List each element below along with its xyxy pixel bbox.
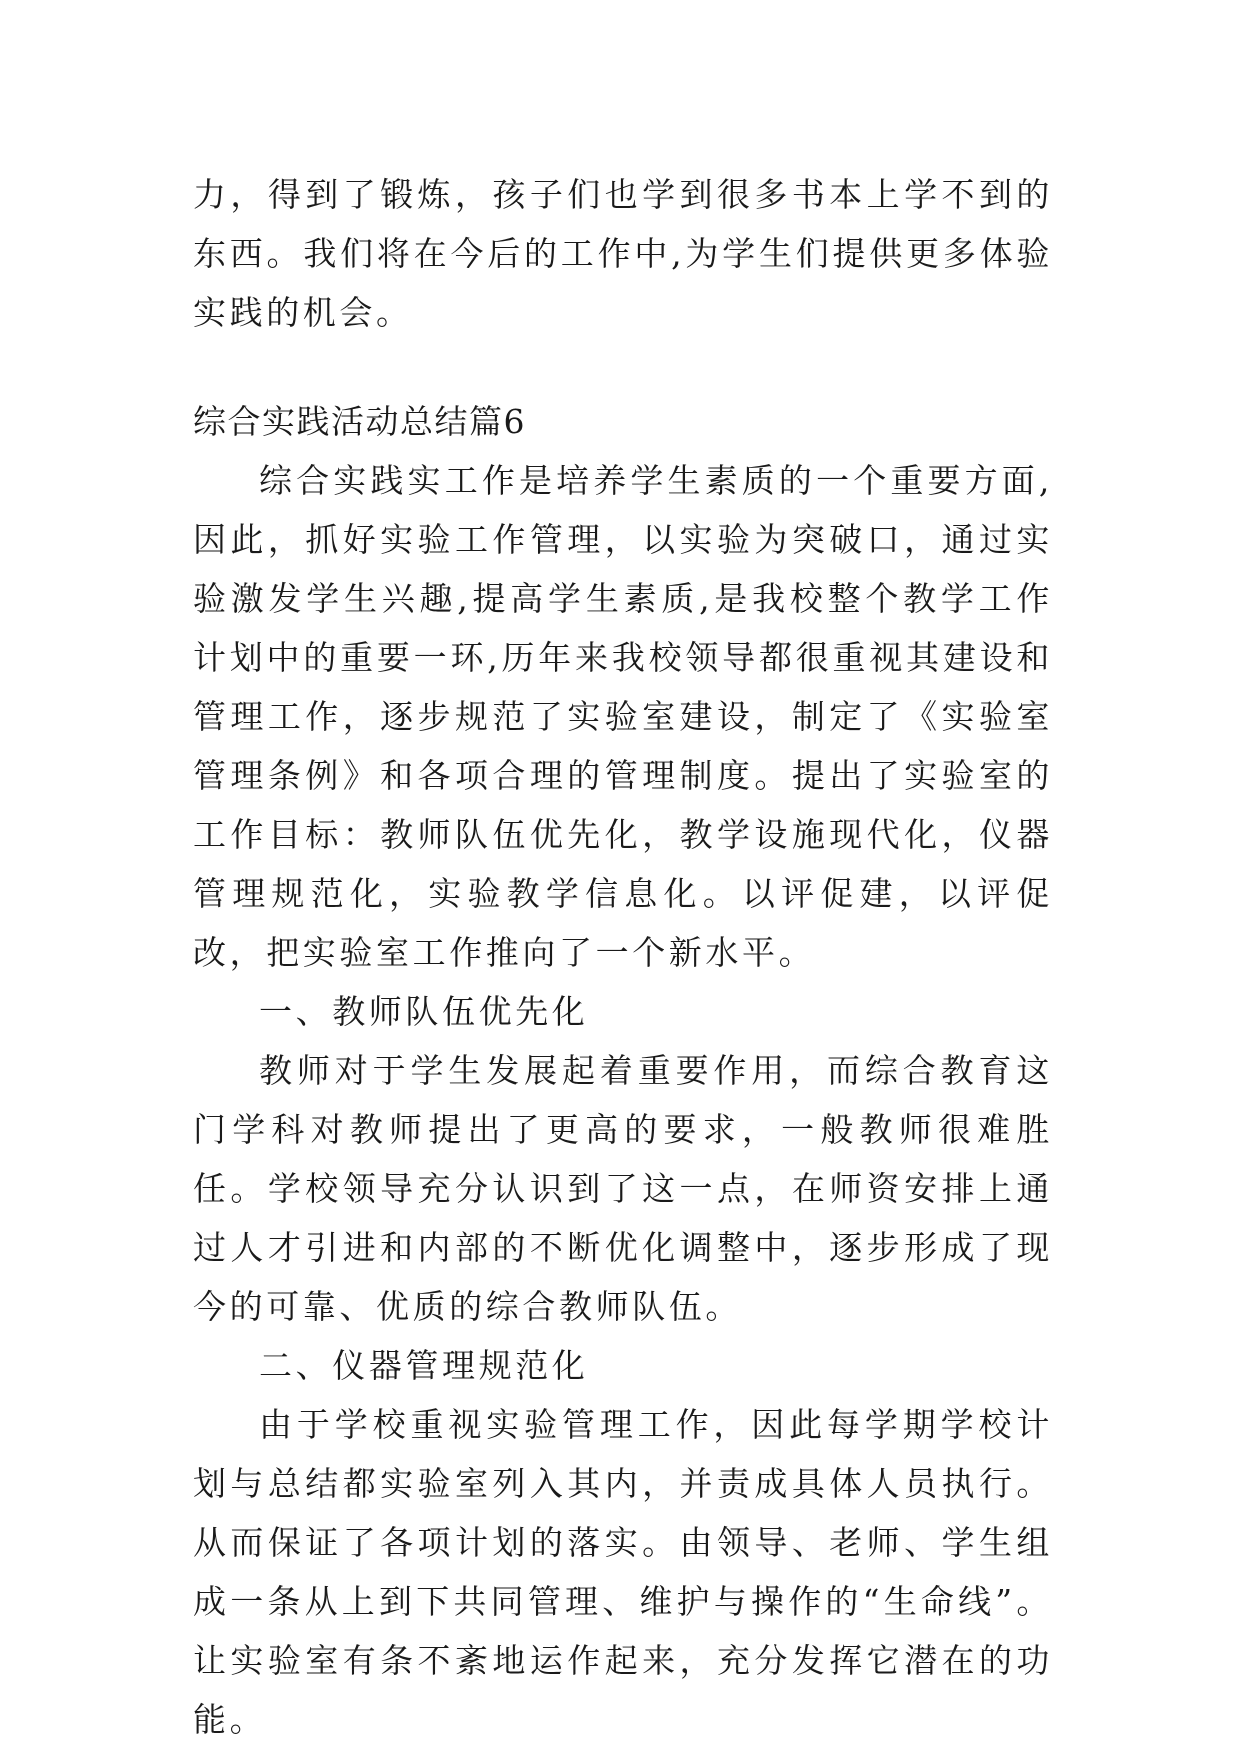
intro-paragraph: 力，得到了锻炼，孩子们也学到很多书本上学不到的东西。我们将在今后的工作中,为学生们提供更多体验实践的机会。 xyxy=(193,175,1053,332)
body-paragraph: 综合实践实工作是培养学生素质的一个重要方面,因此，抓好实验工作管理，以实验为突破口，通过实验激发学生兴趣,提高学生素质,是我校整个教学工作计划中的重要一环,历年来我校领导都很重视其建设和管理工作，逐步规范了实验室建设，制定了《实验室管理条例》和各项合理的管理制度。提出了实验室的工作目标：教师队伍优先化，教学设施现代化，仪器管理规范化，实验教学信息化。以评促建，以评促改，把实验室工作推向了一个新水平。 xyxy=(193,461,1053,972)
subheading-teachers: 一、教师队伍优先化 xyxy=(259,992,589,1031)
body-paragraph: 由于学校重视实验管理工作，因此每学期学校计划与总结都实验室列入其内，并责成具体人员执行。从而保证了各项计划的落实。由领导、老师、学生组成一条从上到下共同管理、维护与操作的“生命线”。让实验室有条不紊地运作起来，充分发挥它潜在的功能。 xyxy=(193,1405,1053,1739)
document-page xyxy=(193,165,1053,1749)
body-paragraph: 教师对于学生发展起着重要作用，而综合教育这门学科对教师提出了更高的要求，一般教师很难胜任。学校领导充分认识到了这一点，在师资安排上通过人才引进和内部的不断优化调整中，逐步形成了现今的可靠、优质的综合教师队伍。 xyxy=(193,1051,1053,1326)
section-title: 综合实践活动总结篇6 xyxy=(193,402,526,441)
subheading-instruments: 二、仪器管理规范化 xyxy=(259,1346,589,1385)
section-gap xyxy=(193,342,1053,392)
